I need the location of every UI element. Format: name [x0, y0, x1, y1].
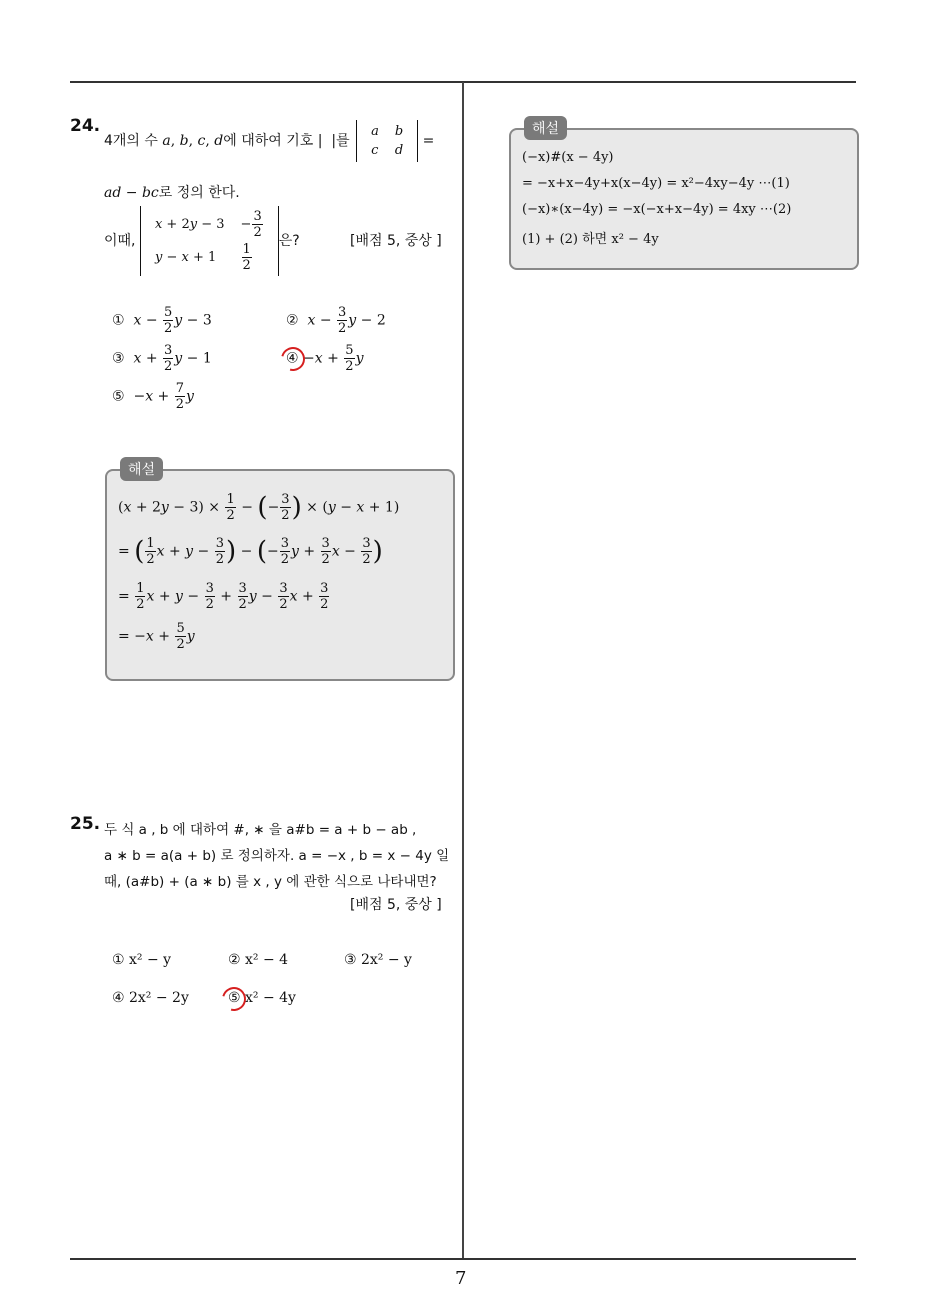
page-number: 7 — [455, 1268, 467, 1289]
q25-choice-4[interactable]: ④ 2x² − 2y — [112, 990, 189, 1006]
q24-question — [104, 206, 300, 276]
q25-solution-line-3: (−x)∗(x−4y) = −x(−x+x−4y) = 4xy ⋯(2) — [522, 202, 792, 217]
q25-line-3: 때, (a#b) + (a ∗ b) 를 x , y 에 관한 식으로 나타내면? — [104, 874, 437, 890]
q24-ask-prefix: 이때, — [104, 233, 136, 249]
q24-ask-suffix: 은? — [278, 233, 300, 249]
q24-number: 24. — [70, 116, 101, 136]
q24-solution-tag: 해설 — [120, 457, 163, 481]
q24-solution-line-2: = ( $\frac{1}{2}$ x + y − $\frac{3}{2}$ ) − (− $\frac{3}{2}$ y + $\frac{3}{2}$ x − $\frac{3}{2}$ ) — [118, 536, 383, 567]
q24-choice-1[interactable]: ① x − $\frac{5}{2}$ y − 3 — [112, 305, 212, 336]
q25-choice-3[interactable]: ③ 2x² − y — [344, 952, 412, 968]
q25-solution-tag: 해설 — [524, 116, 567, 140]
q25-solution-line-4: (1) + (2) 하면 x² − 4y — [522, 232, 659, 247]
q24-intro: 4개의 수 a, b, c, d에 대하여 기호 | |를 a b c d = — [104, 120, 434, 162]
q25-score: [배점 5, 중상 ] — [350, 897, 442, 913]
q25-line-1: 두 식 a , b 에 대하여 #, ∗ 을 a#b = a + b − ab , — [104, 822, 417, 838]
q25-line-2: a ∗ b = a(a + b) 로 정의하자. a = −x , b = x − 4y 일 — [104, 848, 450, 864]
q24-solution-line-1: (x + 2y − 3) × $\frac{1}{2}$ − (− $\frac{3}{2}$ ) × (y − x + 1) — [118, 492, 400, 523]
q24-score: [배점 5, 중상 ] — [350, 233, 442, 249]
column-divider — [462, 82, 464, 1259]
q24-choice-4[interactable]: ④ −x + $\frac{5}{2}$ y — [286, 343, 364, 374]
q24-choice-3[interactable]: ③ x + $\frac{3}{2}$ y − 1 — [112, 343, 212, 374]
q25-solution-line-1: (−x)#(x − 4y) — [522, 150, 614, 165]
footer-rule — [70, 1258, 856, 1260]
q24-determinant: x + 2y − 3 − $\frac{3}{2}$ y − x + 1 $\frac{1}{2}$ — [140, 206, 279, 276]
q24-choice-5[interactable]: ⑤ −x + $\frac{7}{2}$ y — [112, 381, 194, 412]
q24-choice-2[interactable]: ② x − $\frac{3}{2}$ y − 2 — [286, 305, 386, 336]
q25-choice-1[interactable]: ① x² − y — [112, 952, 172, 968]
q24-definition: ad − bc로 정의 한다. — [104, 185, 240, 201]
q25-answer-mark — [218, 983, 251, 1016]
q25-number: 25. — [70, 814, 101, 834]
q25-choice-5[interactable]: ⑤ x² − 4y — [228, 990, 296, 1006]
q25-choice-2[interactable]: ② x² − 4 — [228, 952, 289, 968]
q25-solution-line-2: = −x+x−4y+x(x−4y) = x²−4xy−4y ⋯(1) — [522, 176, 790, 191]
q24-solution-line-4: = −x + $\frac{5}{2}$ y — [118, 621, 195, 652]
q24-solution-line-3: = $\frac{1}{2}$ x + y − $\frac{3}{2}$ + $\frac{3}{2}$ y − $\frac{3}{2}$ x + $\frac{3}{2}$ — [118, 581, 329, 612]
